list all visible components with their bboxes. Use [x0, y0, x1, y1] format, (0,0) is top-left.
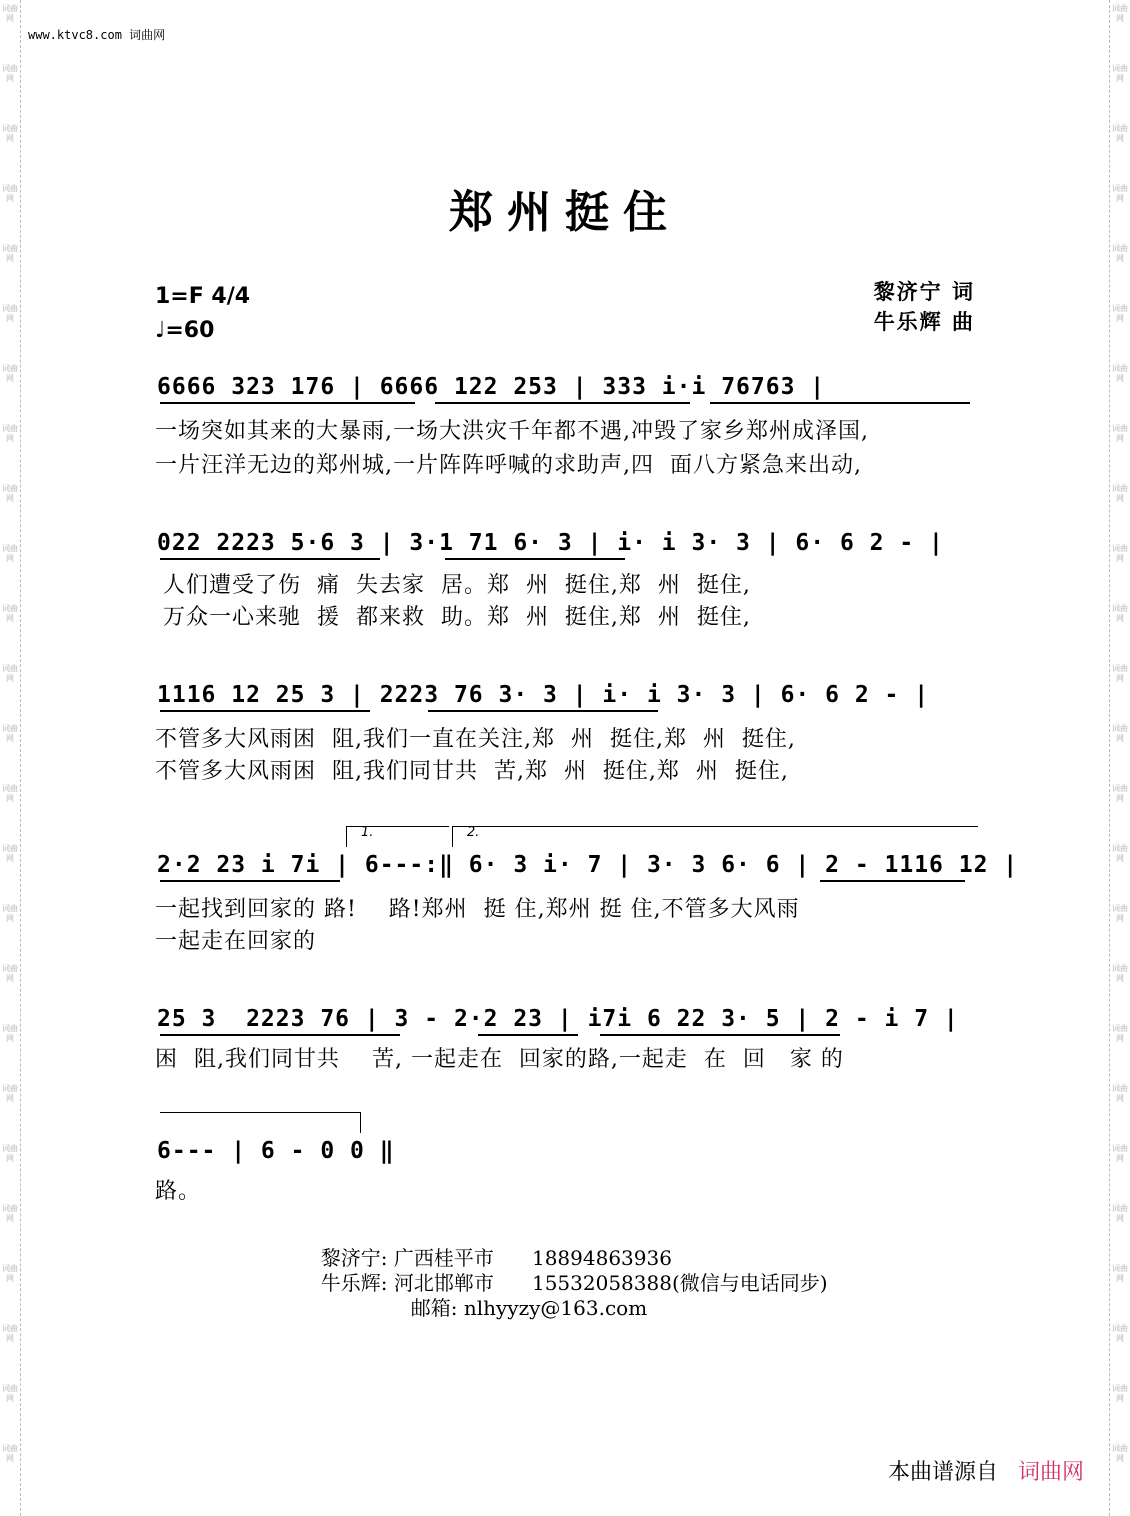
first-ending-bracket: 1. — [346, 826, 449, 847]
watermark-text: 词曲网 — [1112, 244, 1128, 263]
lyricist-credit: 黎济宁 词 — [873, 279, 975, 304]
beam — [445, 558, 625, 560]
notation-line-5: 25 3 2223 76 | 3 - 2·2 23 | i7i 6 22 3· 5 | 2 - i 7 | — [157, 1006, 959, 1032]
beam — [820, 880, 965, 882]
notation-line-6: 6--- | 6 - 0 0 ‖ — [157, 1138, 395, 1164]
watermark-text: 词曲网 — [2, 1024, 18, 1043]
watermark-text: 词曲网 — [2, 244, 18, 263]
beam — [478, 1034, 578, 1036]
watermark-text: 词曲网 — [1112, 1204, 1128, 1223]
lyric-line-3a: 不管多大风雨困 阻,我们一直在关注,郑 州 挺住,郑 州 挺住, — [155, 727, 796, 752]
watermark-text: 词曲网 — [1112, 304, 1128, 323]
brand-logo-text[interactable]: 词曲网 — [1017, 1460, 1084, 1485]
watermark-text: 词曲网 — [2, 424, 18, 443]
watermark-text: 词曲网 — [2, 604, 18, 623]
contact-composer: 牛乐辉: 河北邯郸市 15532058388(微信与电话同步) — [320, 1271, 828, 1295]
watermark-text: 词曲网 — [2, 904, 18, 923]
watermark-text: 词曲网 — [1112, 1444, 1128, 1463]
watermark-text: 词曲网 — [2, 1384, 18, 1403]
watermark-text: 词曲网 — [1112, 1144, 1128, 1163]
beam — [160, 402, 415, 404]
lyric-line-4a: 一起找到回家的 路! 路!郑州 挺 住,郑州 挺 住,不管多大风雨 — [155, 897, 800, 922]
watermark-text: 词曲网 — [2, 1204, 18, 1223]
notation-line-4: 2·2 23 i 7i | 6---:‖ 6· 3 i· 7 | 3· 3 6· 6 | 2 - 1116 12 | — [157, 852, 1019, 878]
watermark-text: 词曲网 — [2, 484, 18, 503]
watermark-text: 词曲网 — [2, 664, 18, 683]
watermark-text: 词曲网 — [2, 964, 18, 983]
watermark-text: 词曲网 — [1112, 124, 1128, 143]
watermark-text: 词曲网 — [1112, 604, 1128, 623]
ending-tie-bracket — [160, 1112, 361, 1133]
watermark-text: 词曲网 — [1112, 964, 1128, 983]
watermark-text: 词曲网 — [1112, 724, 1128, 743]
watermark-text: 词曲网 — [1112, 184, 1128, 203]
watermark-text: 词曲网 — [2, 1144, 18, 1163]
watermark-text: 词曲网 — [2, 364, 18, 383]
key-signature: 1=F 4/4 — [155, 284, 251, 309]
watermark-text: 词曲网 — [1112, 784, 1128, 803]
watermark-text: 词曲网 — [1112, 4, 1128, 23]
lyric-line-1a: 一场突如其来的大暴雨,一场大洪灾千年都不遇,冲毁了家乡郑州成泽国, — [155, 419, 869, 444]
notation-line-3: 1116 12 25 3 | 2223 76 3· 3 | i· i 3· 3 | 6· 6 2 - | — [157, 682, 930, 708]
watermark-text: 词曲网 — [2, 1084, 18, 1103]
watermark-text: 词曲网 — [1112, 904, 1128, 923]
watermark-text: 词曲网 — [2, 1264, 18, 1283]
beam — [435, 402, 690, 404]
lyric-line-4b: 一起走在回家的 — [155, 929, 317, 954]
site-header: www.ktvc8.com 词曲网 — [28, 28, 166, 42]
beam — [160, 1034, 400, 1036]
watermark-text: 词曲网 — [2, 544, 18, 563]
lyric-line-1b: 一片汪洋无边的郑州城,一片阵阵呼喊的求助声,四 面八方紧急来出动, — [155, 453, 862, 478]
beam — [160, 558, 380, 560]
watermark-text: 词曲网 — [2, 1444, 18, 1463]
watermark-text: 词曲网 — [2, 4, 18, 23]
watermark-text: 词曲网 — [2, 304, 18, 323]
watermark-text: 词曲网 — [1112, 1384, 1128, 1403]
tempo-marking: ♩=60 — [155, 318, 215, 343]
composer-credit: 牛乐辉 曲 — [873, 309, 975, 334]
lyric-line-2b: 万众一心来驰 援 都来救 助。郑 州 挺住,郑 州 挺住, — [155, 605, 751, 630]
lyric-line-5: 困 阻,我们同甘共 苦, 一起走在 回家的路,一起走 在 回 家 的 — [155, 1047, 844, 1072]
contact-lyricist: 黎济宁: 广西桂平市 18894863936 — [320, 1246, 672, 1270]
watermark-text: 词曲网 — [1112, 364, 1128, 383]
watermark-text: 词曲网 — [2, 64, 18, 83]
lyric-line-6: 路。 — [155, 1179, 202, 1204]
watermark-text: 词曲网 — [1112, 1024, 1128, 1043]
song-title: 郑州挺住 — [449, 187, 681, 238]
watermark-text: 词曲网 — [2, 124, 18, 143]
beam — [600, 1034, 840, 1036]
beam — [160, 710, 370, 712]
lyric-line-3b: 不管多大风雨困 阻,我们同甘共 苦,郑 州 挺住,郑 州 挺住, — [155, 759, 789, 784]
second-ending-bracket: 2. — [452, 826, 978, 847]
beam — [160, 880, 340, 882]
watermark-text: 词曲网 — [1112, 664, 1128, 683]
watermark-text: 词曲网 — [2, 1324, 18, 1343]
watermark-text: 词曲网 — [2, 844, 18, 863]
watermark-text: 词曲网 — [1112, 1084, 1128, 1103]
beam — [428, 710, 658, 712]
watermark-text: 词曲网 — [2, 724, 18, 743]
watermark-text: 词曲网 — [1112, 484, 1128, 503]
contact-email: 邮箱: nlhyyzy@163.com — [410, 1296, 648, 1320]
watermark-text: 词曲网 — [1112, 1324, 1128, 1343]
watermark-text: 词曲网 — [1112, 844, 1128, 863]
notation-line-2: 022 2223 5·6 3 | 3·1 71 6· 3 | i· i 3· 3 | 6· 6 2 - | — [157, 530, 944, 556]
source-attribution: 本曲谱源自 词曲网 — [887, 1460, 1084, 1485]
watermark-text: 词曲网 — [2, 184, 18, 203]
watermark-text: 词曲网 — [1112, 1264, 1128, 1283]
watermark-text: 词曲网 — [1112, 424, 1128, 443]
lyric-line-2a: 人们遭受了伤 痛 失去家 居。郑 州 挺住,郑 州 挺住, — [155, 573, 751, 598]
beam — [710, 402, 970, 404]
watermark-text: 词曲网 — [1112, 64, 1128, 83]
watermark-text: 词曲网 — [1112, 544, 1128, 563]
watermark-text: 词曲网 — [2, 784, 18, 803]
notation-line-1: 6666 323 176 | 6666 122 253 | 333 i·i 76763 | — [157, 374, 826, 400]
